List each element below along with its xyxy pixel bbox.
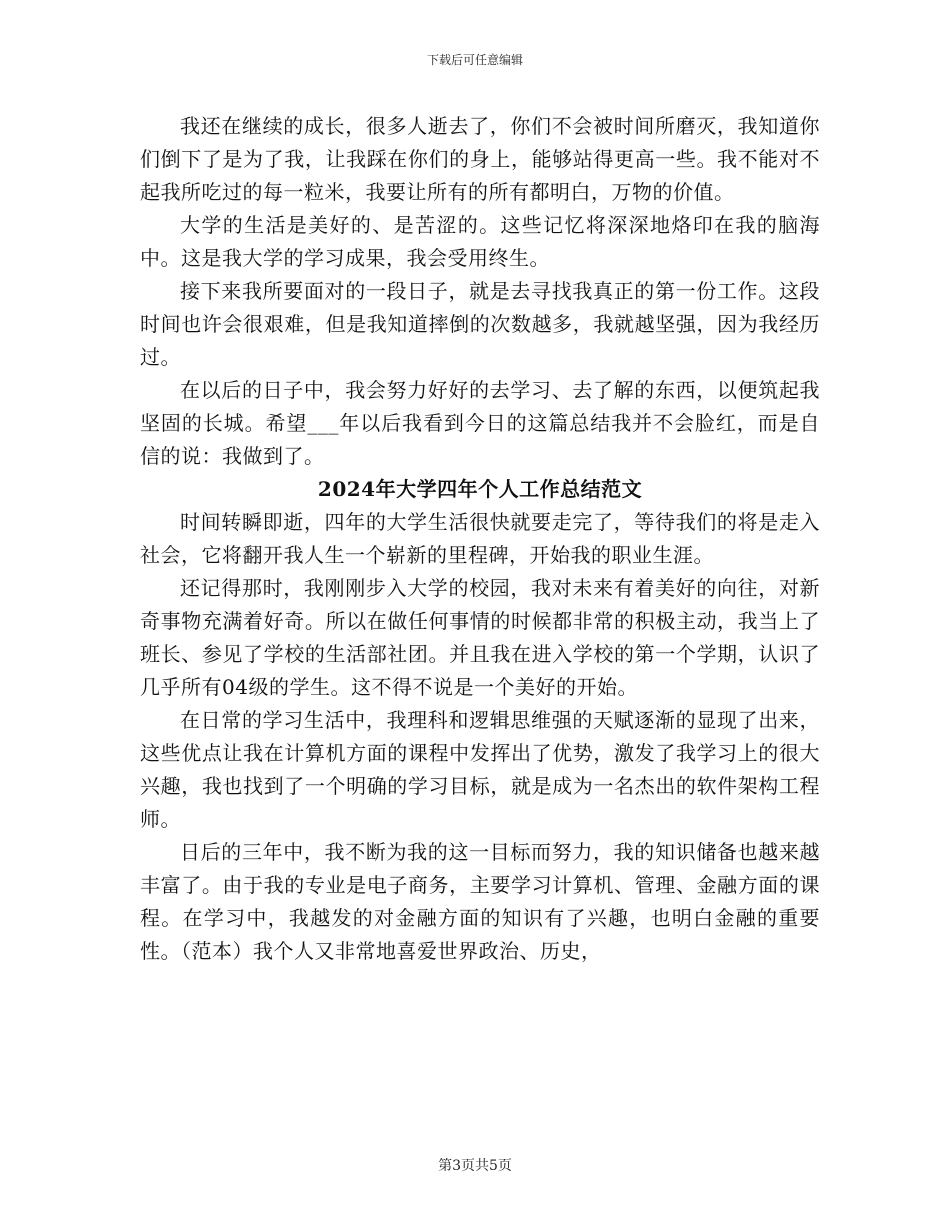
paragraph: 大学的生活是美好的、是苦涩的。这些记忆将深深地烙印在我的脑海中。这是我大学的学习成果，我会受用终生。 bbox=[140, 213, 820, 270]
paragraph: 日后的三年中，我不断为我的这一目标而努力，我的知识储备也越来越丰富了。由于我的专业是电子商务，主要学习计算机、管理、金融方面的课程。在学习中，我越发的对金融方面的知识有了兴趣，也明白金融的重要性。（范本）我个人又非常地喜爱世界政治、历史， bbox=[140, 840, 820, 963]
paragraph: 还记得那时，我刚刚步入大学的校园，我对未来有着美好的向往，对新奇事物充满着好奇。所以在做任何事情的时候都非常的积极主动，我当上了班长、参见了学校的生活部社团。并且我在进入学校的第一个学期，认识了几乎所有04级的学生。这不得不说是一个美好的开始。 bbox=[140, 576, 820, 699]
paragraph: 在日常的学习生活中，我理科和逻辑思维强的天赋逐渐的显现了出来，这些优点让我在计算机方面的课程中发挥出了优势，激发了我学习上的很大兴趣，我也找到了一个明确的学习目标，就是成为一名杰出的软件架构工程师。 bbox=[140, 708, 820, 831]
paragraph: 我还在继续的成长，很多人逝去了，你们不会被时间所磨灭，我知道你们倒下了是为了我，让我踩在你们的身上，能够站得更高一些。我不能对不起我所吃过的每一粒米，我要让所有的所有都明白，万物的价值。 bbox=[140, 114, 820, 204]
section-title: 2024年大学四年个人工作总结范文 bbox=[317, 477, 643, 501]
paragraph: 在以后的日子中，我会努力好好的去学习、去了解的东西，以便筑起我坚固的长城。希望___年以后我看到今日的这篇总结我并不会脸红，而是自信的说：我做到了。 bbox=[140, 378, 820, 468]
document-body bbox=[140, 110, 820, 968]
paragraph: 接下来我所要面对的一段日子，就是去寻找我真正的第一份工作。这段时间也许会很艰难，但是我知道摔倒的次数越多，我就越坚强，因为我经历过。 bbox=[140, 279, 820, 369]
page-number: 第3页共5页 bbox=[438, 1158, 512, 1174]
paragraph: 时间转瞬即逝，四年的大学生活很快就要走完了，等待我们的将是走入社会，它将翻开我人生一个崭新的里程碑，开始我的职业生涯。 bbox=[140, 510, 820, 567]
page-header: 下载后可任意编辑 bbox=[426, 53, 523, 67]
